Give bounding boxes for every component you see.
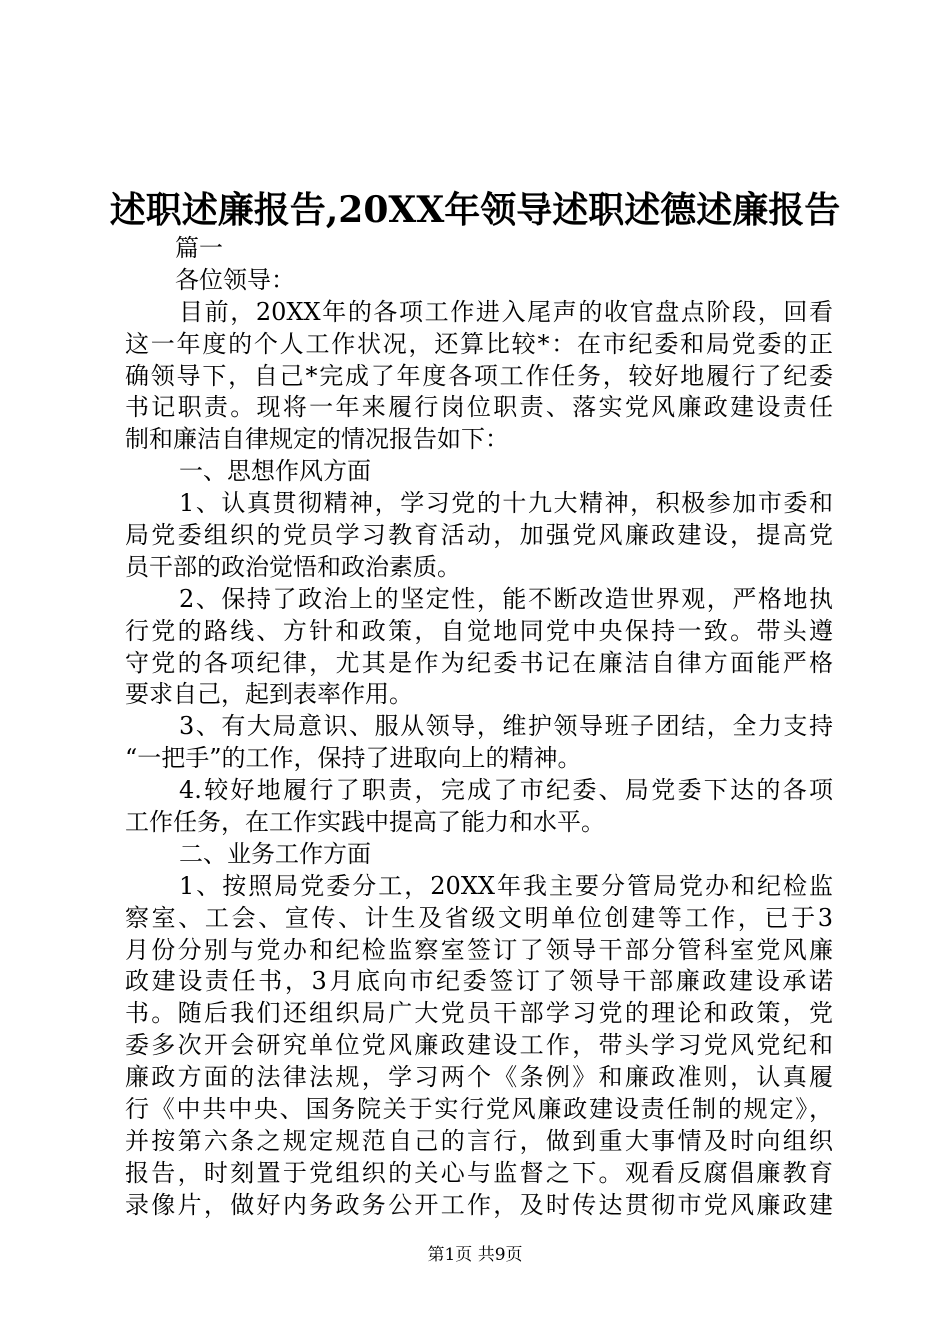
text-line: 2、保持了政治上的坚定性，能不断改造世界观，严格地执 — [179, 584, 833, 613]
text-line: 要求自己，起到表率作用。 — [125, 680, 413, 709]
document-body — [125, 233, 833, 1222]
text-line: 察室、工会、宣传、计生及省级文明单位创建等工作，已于3 — [125, 903, 833, 932]
document-title: 述职述廉报告,20XX年领导述职述德述廉报告 — [109, 189, 841, 231]
text-line: 书。随后我们还组织局广大党员干部学习党的理论和政策，党 — [125, 999, 833, 1028]
text-line: 报告，时刻置于党组织的关心与监督之下。观看反腐倡廉教育 — [125, 1158, 833, 1187]
text-line: 行《中共中央、国务院关于实行党风廉政建设责任制的规定》， — [125, 1095, 833, 1124]
text-line: 这一年度的个人工作状况，还算比较*：在市纪委和局党委的正 — [125, 329, 833, 358]
text-line: 1、按照局党委分工，20XX年我主要分管局党办和纪检监 — [179, 871, 833, 900]
text-line: 一、思想作风方面 — [179, 457, 371, 486]
text-line: 1、认真贯彻精神，学习党的十九大精神，积极参加市委和 — [179, 489, 833, 518]
text-line: 确领导下，自己*完成了年度各项工作任务，较好地履行了纪委 — [125, 361, 833, 390]
text-line: 篇一 — [175, 234, 223, 262]
text-line: 制和廉洁自律规定的情况报告如下： — [125, 425, 509, 454]
text-line: 行党的路线、方针和政策，自觉地同党中央保持一致。带头遵 — [125, 616, 833, 645]
text-line: 工作任务，在工作实践中提高了能力和水平。 — [125, 808, 605, 837]
page-footer: 第1页 共9页 — [427, 1245, 523, 1265]
text-line: 目前，20XX年的各项工作进入尾声的收官盘点阶段，回看 — [179, 297, 833, 326]
text-line: 委多次开会研究单位党风廉政建设工作，带头学习党风党纪和 — [125, 1031, 833, 1060]
text-line: 录像片，做好内务政务公开工作，及时传达贯彻市党风廉政建 — [125, 1190, 833, 1219]
text-line: 并按第六条之规定规范自己的言行，做到重大事情及时向组织 — [125, 1126, 833, 1155]
text-line: 各位领导： — [175, 265, 295, 294]
text-line: 二、业务工作方面 — [179, 839, 371, 868]
text-line: “一把手”的工作，保持了进取向上的精神。 — [125, 744, 582, 773]
text-line: 局党委组织的党员学习教育活动，加强党风廉政建设，提高党 — [125, 521, 833, 550]
text-line: 4.较好地履行了职责，完成了市纪委、局党委下达的各项 — [179, 776, 833, 805]
text-line: 月份分别与党办和纪检监察室签订了领导干部分管科室党风廉 — [125, 935, 833, 964]
text-line: 书记职责。现将一年来履行岗位职责、落实党风廉政建设责任 — [125, 393, 833, 422]
text-line: 廉政方面的法律法规，学习两个《条例》和廉政准则，认真履 — [125, 1063, 833, 1092]
text-line: 3、有大局意识、服从领导，维护领导班子团结，全力支持 — [179, 712, 833, 741]
text-line: 员干部的政治觉悟和政治素质。 — [125, 552, 461, 581]
text-line: 政建设责任书，3月底向市纪委签订了领导干部廉政建设承诺 — [125, 967, 833, 996]
text-line: 守党的各项纪律，尤其是作为纪委书记在廉洁自律方面能严格 — [125, 648, 833, 677]
